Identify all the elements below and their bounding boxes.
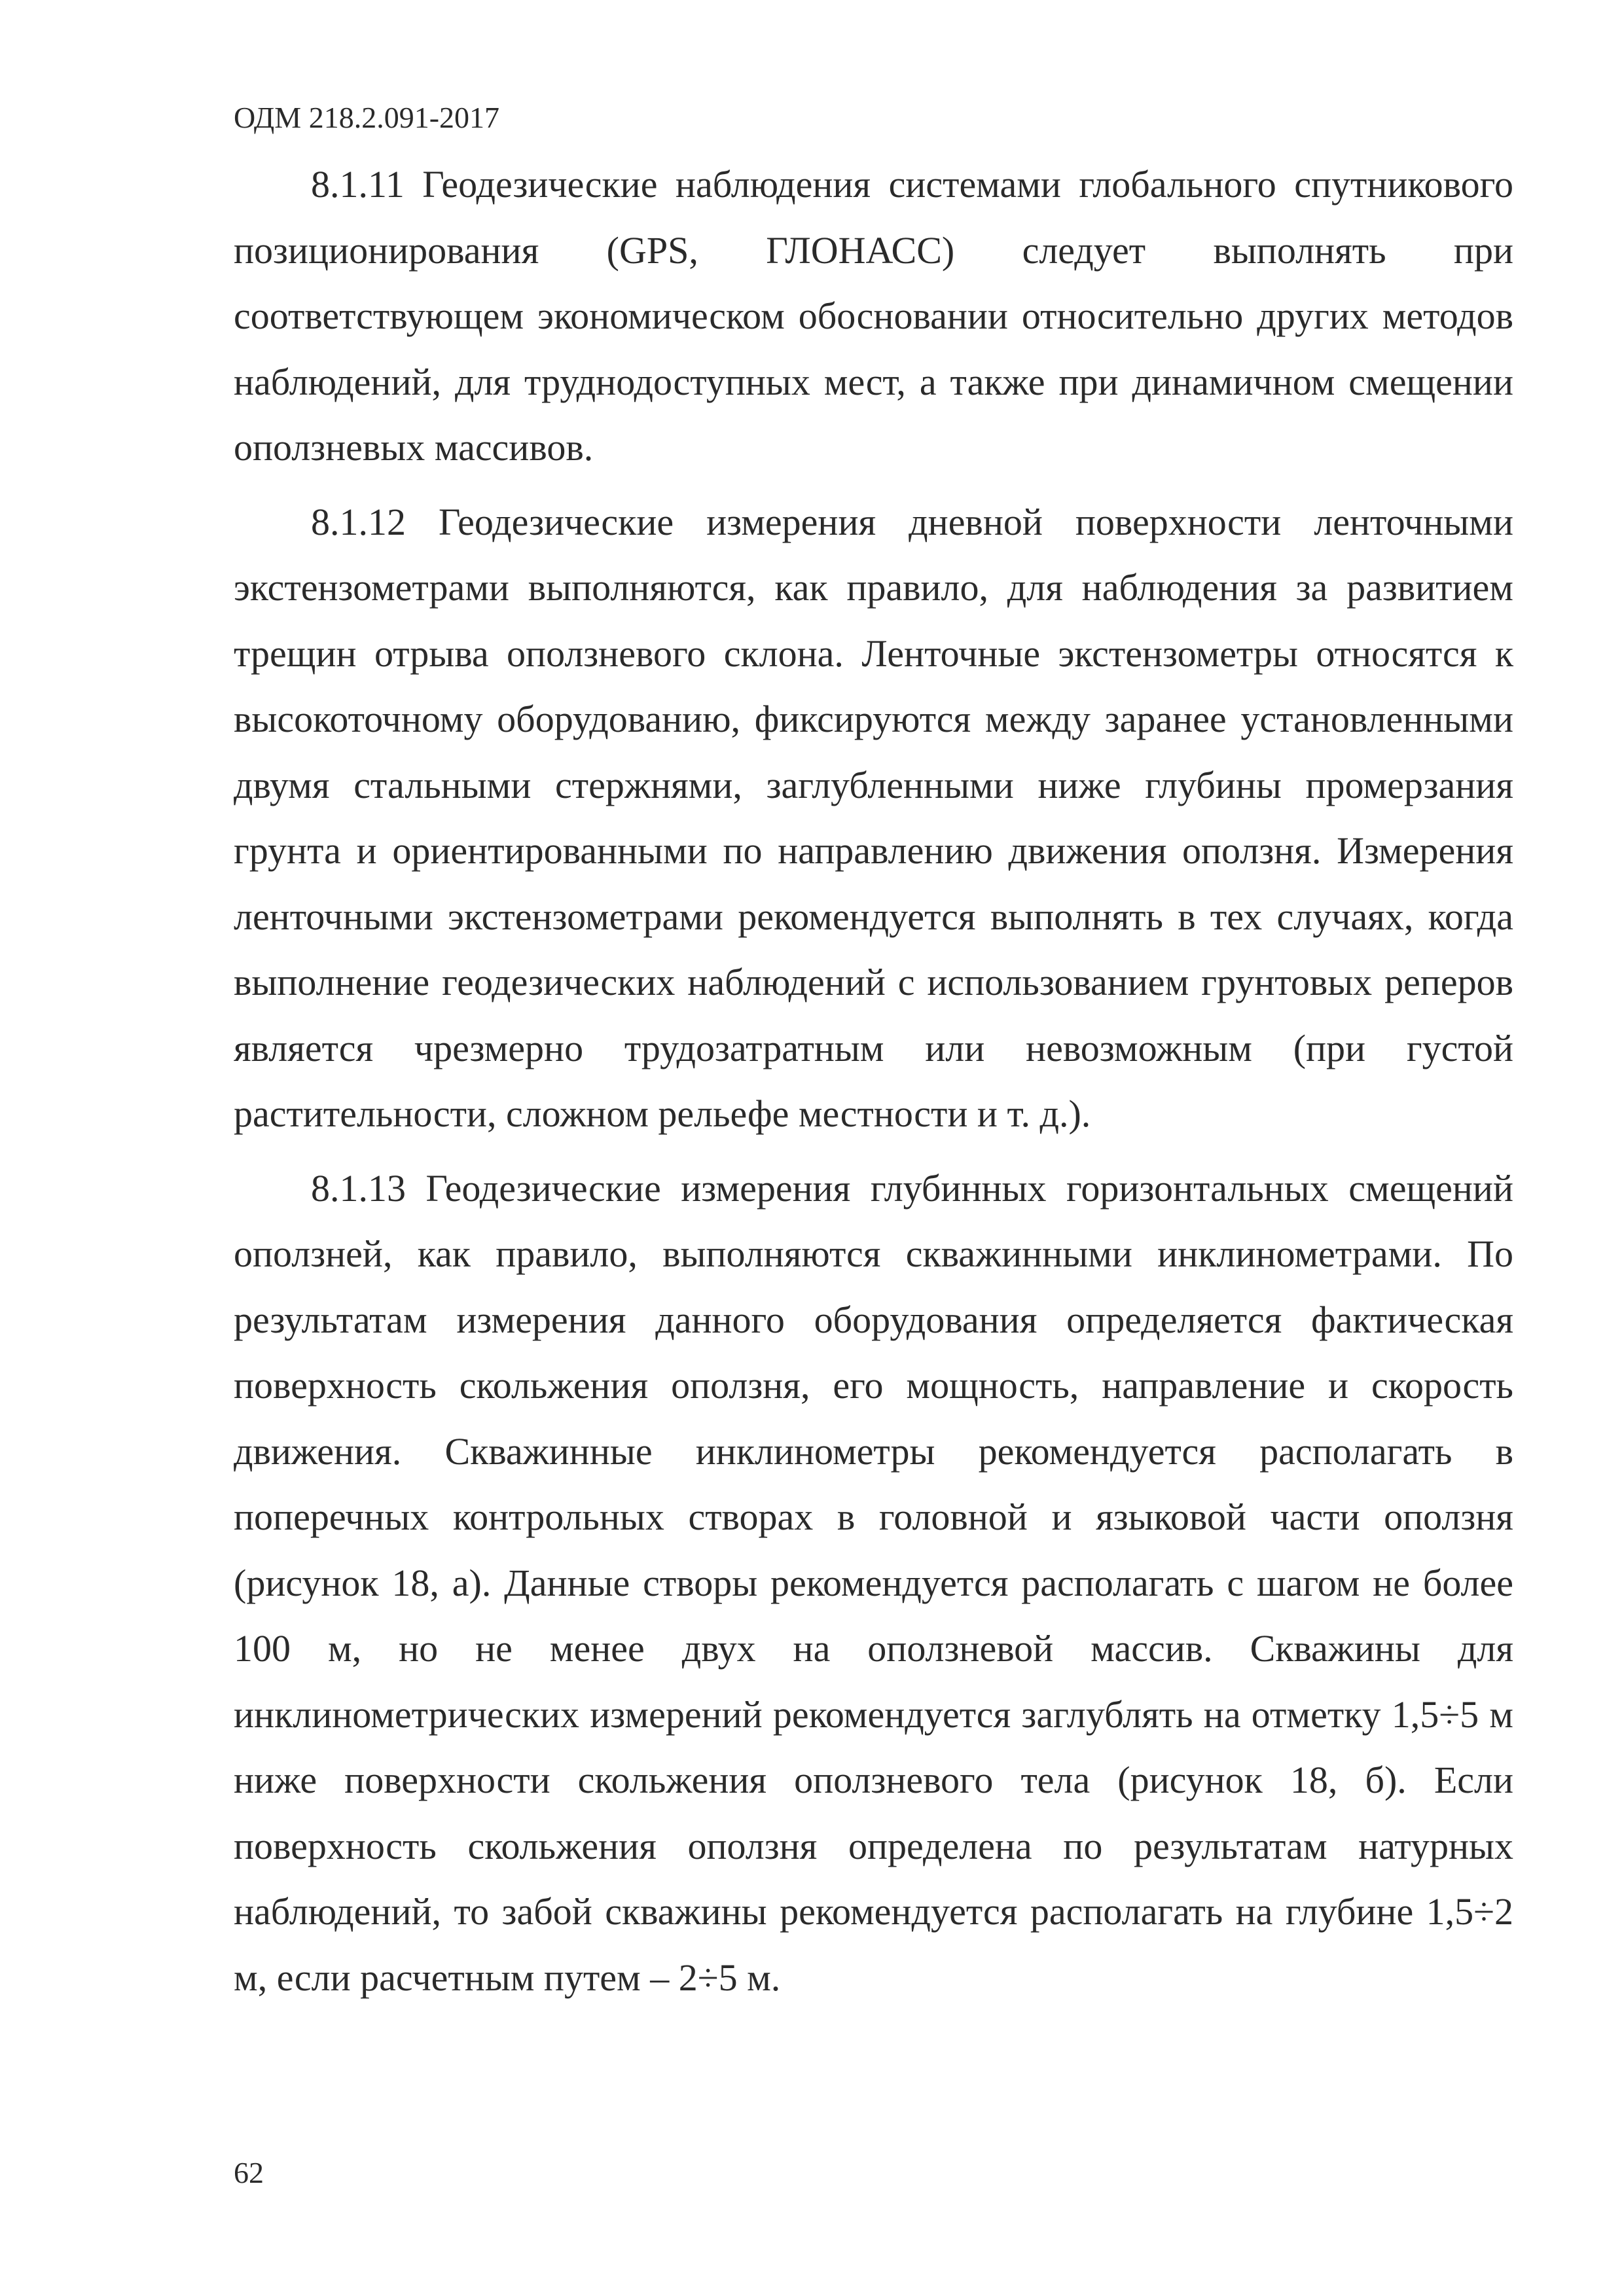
paragraph-8-1-12: 8.1.12 Геодезические измерения дневной поверхности ленточными экстензометрами выполняются, как правило, для наблюдения за развитием трещин отрыва оползневого склона. Ленточные экстензометры относятся к высокоточному оборудованию, фиксируются между заранее установленными двумя стальными стержнями, заглубленными ниже глубины промерзания грунта и ориентированными по направлению движения оползня. Измерения ленточными экстензометрами рекомендуется выполнять в тех случаях, когда выполнение геодезических наблюдений с использованием грунтовых реперов является чрезмерно трудозатратным или невозможным (при густой растительности, сложном рельефе местности и т. д.). <box>234 500 1513 1135</box>
page-number: 62 <box>234 2156 264 2189</box>
paragraph-8-1-13: 8.1.13 Геодезические измерения глубинных горизонтальных смещений оползней, как правило, выполняются скважинными инклинометрами. По результатам измерения данного оборудования определяется фактическая поверхность скольжения оползня, его мощность, направление и скорость движения. Скважинные инклинометры рекомендуется располагать в поперечных контрольных створах в головной и языковой части оползня (рисунок 18, а). Данные створы рекомендуется располагать с шагом не более 100 м, но не менее двух на оползневой массив. Скважины для инклинометрических измерений рекомендуется заглублять на отметку 1,5÷5 м ниже поверхности скольжения оползневого тела (рисунок 18, б). Если поверхность скольжения оползня определена по результатам натурных наблюдений, то забой скважины рекомендуется располагать на глубине 1,5÷2 м, если расчетным путем – 2÷5 м. <box>234 1166 1513 1999</box>
paragraph-8-1-11: 8.1.11 Геодезические наблюдения системами глобального спутникового позиционирования (GPS, ГЛОНАСС) следует выполнять при соответствующем экономическом обосновании относительно других методов наблюдений, для труднодоступных мест, а также при динамичном смещении оползневых массивов. <box>234 163 1513 469</box>
document-header: ОДМ 218.2.091-2017 <box>234 101 500 134</box>
document-body <box>234 152 1513 2011</box>
